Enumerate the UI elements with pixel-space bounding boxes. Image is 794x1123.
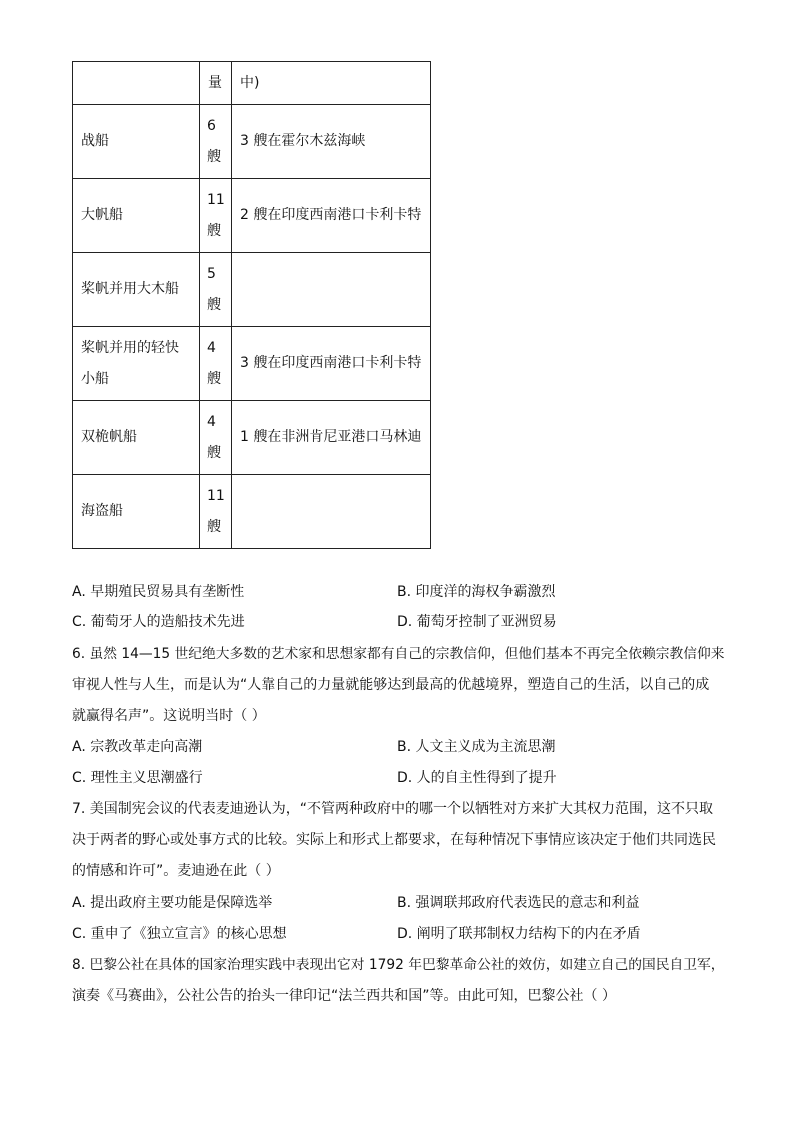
ship-type-cell: 大帆船 <box>73 179 200 253</box>
q8-stem-line: 演奏《马赛曲》，公社公告的抬头一律印记“法兰西共和国”等。由此可知，巴黎公社（ ） <box>72 988 616 1004</box>
q7-option-d: D. 阐明了联邦制权力结构下的内在矛盾 <box>397 926 641 942</box>
q5-option-b: B. 印度洋的海权争霸激烈 <box>397 584 556 600</box>
ship-type-cell: 海盗船 <box>73 475 200 549</box>
ship-note-cell: 2 艘在印度西南港口卡利卡特 <box>232 179 431 253</box>
q6-option-b: B. 人文主义成为主流思潮 <box>397 739 556 755</box>
count-unit: 艘 <box>207 296 221 313</box>
table-row <box>73 253 431 327</box>
ship-type-cell <box>73 327 200 401</box>
q6-stem-line: 6. 虽然 14—15 世纪绝大多数的艺术家和思想家都有自己的宗教信仰，但他们基本不再完全依赖宗教信仰来 <box>72 646 725 662</box>
table-header-row <box>73 62 431 105</box>
q6-option-c: C. 理性主义思潮盛行 <box>72 770 203 786</box>
table-row <box>73 179 431 253</box>
q5-option-a: A. 早期殖民贸易具有垄断性 <box>72 584 245 600</box>
count-number: 4 <box>207 413 216 430</box>
q7-stem-line: 决于两者的野心或处事方式的比较。实际上和形式上都要求，在每种情况下事情应该决定于他们共同选民 <box>72 832 716 848</box>
ship-count-cell <box>200 253 232 327</box>
count-number: 4 <box>207 339 216 356</box>
header-cell-count: 量 <box>200 62 232 105</box>
q6-option-a: A. 宗教改革走向高潮 <box>72 739 203 755</box>
ship-type-cell: 战船 <box>73 105 200 179</box>
q7-option-b: B. 强调联邦政府代表选民的意志和利益 <box>397 895 640 911</box>
count-number: 11 <box>207 191 225 208</box>
ship-note-cell: 1 艘在非洲肯尼亚港口马林迪 <box>232 401 431 475</box>
table-row <box>73 327 431 401</box>
q7-stem-line: 的情感和许可”。麦迪逊在此（ ） <box>72 863 280 879</box>
q5-option-c: C. 葡萄牙人的造船技术先进 <box>72 614 245 630</box>
count-unit: 艘 <box>207 370 221 387</box>
q7-option-a: A. 提出政府主要功能是保障选举 <box>72 895 273 911</box>
table-row <box>73 105 431 179</box>
q6-stem-line: 就赢得名声”。这说明当时（ ） <box>72 708 266 724</box>
ship-count-cell <box>200 105 232 179</box>
q7-option-c: C. 重申了《独立宣言》的核心思想 <box>72 926 287 942</box>
header-cell-type <box>73 62 200 105</box>
count-unit: 艘 <box>207 148 221 165</box>
table-row <box>73 475 431 549</box>
count-unit: 艘 <box>207 444 221 461</box>
count-number: 11 <box>207 487 225 504</box>
q7-stem-line: 7. 美国制宪会议的代表麦迪逊认为，“不管两种政府中的哪一个以牺牲对方来扩大其权力范围，这不只取 <box>72 801 714 817</box>
header-cell-note: 中) <box>232 62 431 105</box>
ship-type-cell: 双桅帆船 <box>73 401 200 475</box>
ship-type-line: 桨帆并用的轻快 <box>81 339 179 356</box>
q6-option-d: D. 人的自主性得到了提升 <box>397 770 557 786</box>
table-row <box>73 401 431 475</box>
ship-type-line: 小船 <box>81 370 109 387</box>
count-unit: 艘 <box>207 222 221 239</box>
ship-count-cell <box>200 327 232 401</box>
ship-note-cell <box>232 253 431 327</box>
count-number: 5 <box>207 265 216 282</box>
ship-note-cell: 3 艘在霍尔木兹海峡 <box>232 105 431 179</box>
ship-table <box>72 61 431 549</box>
q6-stem-line: 审视人性与人生，而是认为“人靠自己的力量就能够达到最高的优越境界，塑造自己的生活，以自己的成 <box>72 677 710 693</box>
ship-count-cell <box>200 179 232 253</box>
ship-count-cell <box>200 401 232 475</box>
q5-option-d: D. 葡萄牙控制了亚洲贸易 <box>397 614 557 630</box>
ship-note-cell: 3 艘在印度西南港口卡利卡特 <box>232 327 431 401</box>
ship-note-cell <box>232 475 431 549</box>
ship-count-cell <box>200 475 232 549</box>
count-unit: 艘 <box>207 518 221 535</box>
count-number: 6 <box>207 117 216 134</box>
ship-type-cell: 桨帆并用大木船 <box>73 253 200 327</box>
q8-stem-line: 8. 巴黎公社在具体的国家治理实践中表现出它对 1792 年巴黎革命公社的效仿，如建立自己的国民自卫军， <box>72 957 725 973</box>
